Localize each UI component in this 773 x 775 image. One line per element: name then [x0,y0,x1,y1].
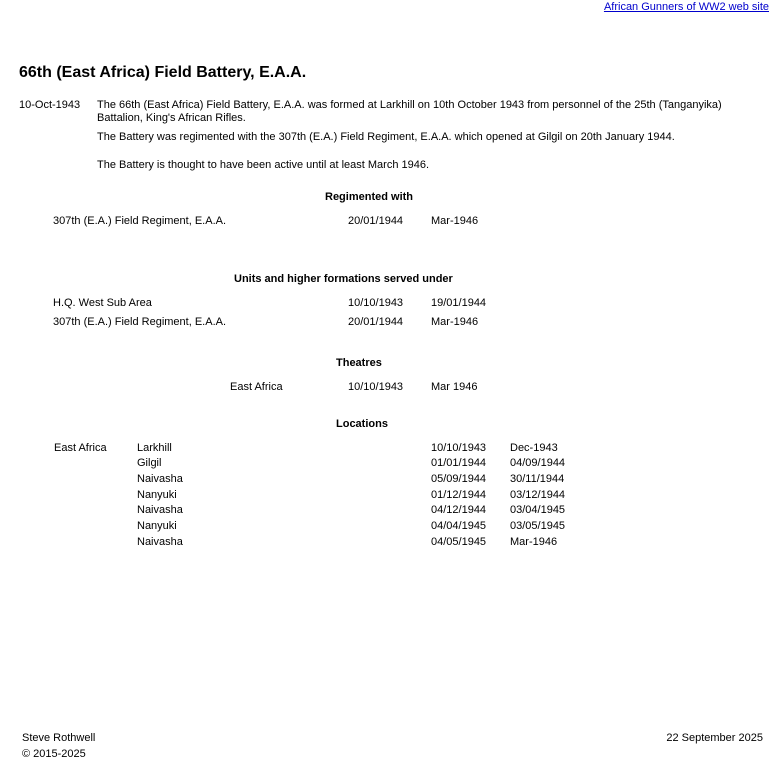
page-title: 66th (East Africa) Field Battery, E.A.A. [19,64,307,81]
location-from: 04/12/1944 [431,504,487,516]
location-to: Dec-1943 [510,442,558,454]
location-region: East Africa [54,442,107,454]
location-to: 04/09/1944 [510,457,566,469]
regimented-unit: 307th (E.A.) Field Regiment, E.A.A. [53,215,227,227]
locations-heading: Locations [336,418,388,430]
location-place: Naivasha [137,473,183,485]
location-place: Gilgil [137,457,162,469]
intro-paragraph-regimented: The Battery was regimented with the 307th (E.A.) Field Regiment, E.A.A. which opened at Gilgil on 20th January 1944. [97,131,675,143]
regimented-to: Mar-1946 [431,215,479,227]
footer-author: Steve Rothwell [22,732,96,744]
location-to: 03/04/1945 [510,504,566,516]
theatre-to: Mar 1946 [431,381,478,393]
location-to: 30/11/1944 [510,473,565,485]
intro-paragraph-formation: The 66th (East Africa) Field Battery, E.A.A. was formed at Larkhill on 10th October 1943 from personnel of the 25th (Tanganyika) Battalion, King's African Rifles. [97,99,722,124]
formation-unit: H.Q. West Sub Area [53,297,152,309]
location-from: 10/10/1943 [431,442,487,454]
theatre-from: 10/10/1943 [348,381,404,393]
formation-to: 19/01/1944 [431,297,487,309]
location-from: 01/01/1944 [431,457,487,469]
regimented-with-heading: Regimented with [325,191,414,203]
footer-date: 22 September 2025 [666,732,763,744]
site-home-link[interactable]: African Gunners of WW2 web site [603,1,769,13]
location-from: 04/04/1945 [431,520,487,532]
formation-to: Mar-1946 [431,316,479,328]
location-place: Naivasha [137,504,183,516]
location-from: 05/09/1944 [431,473,487,485]
theatre-name: East Africa [230,381,283,393]
regimented-from: 20/01/1944 [348,215,404,227]
formation-from: 10/10/1943 [348,297,404,309]
location-place: Nanyuki [137,520,177,532]
higher-formations-heading: Units and higher formations served under [234,273,453,285]
intro-paragraph-active: The Battery is thought to have been active until at least March 1946. [97,159,430,171]
location-place: Larkhill [137,442,172,454]
location-to: 03/05/1945 [510,520,566,532]
formation-unit: 307th (E.A.) Field Regiment, E.A.A. [53,316,227,328]
location-to: 03/12/1944 [510,489,566,501]
location-place: Naivasha [137,536,183,548]
formation-date: 10-Oct-1943 [19,99,81,111]
formation-from: 20/01/1944 [348,316,404,328]
footer-copyright: © 2015-2025 [22,748,86,760]
location-place: Nanyuki [137,489,177,501]
location-to: Mar-1946 [510,536,558,548]
location-from: 04/05/1945 [431,536,487,548]
theatres-heading: Theatres [336,357,382,369]
location-from: 01/12/1944 [431,489,487,501]
